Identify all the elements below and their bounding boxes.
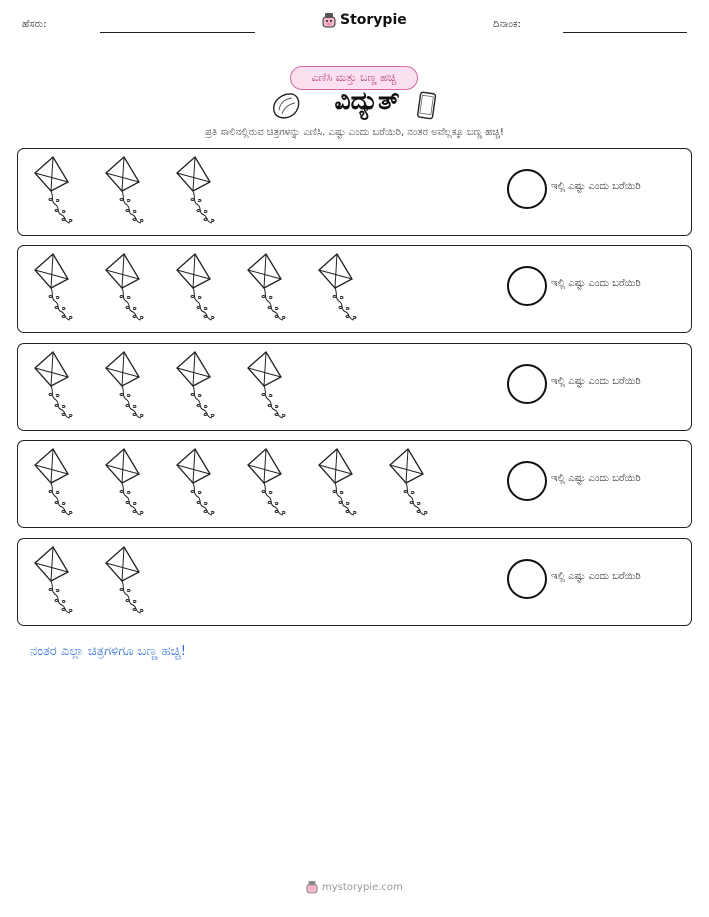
kite-icon[interactable] [172,350,224,422]
kite-icon[interactable] [101,447,153,519]
kite-icon[interactable] [101,252,153,324]
write-here-label: ಇಲ್ಲಿ ಎಷ್ಟು ಎಂದು ಬರೆಯಿರಿ [551,473,641,484]
kite-icon[interactable] [30,447,82,519]
date-label: ದಿನಾಂಕ: [493,19,521,30]
count-answer-circle[interactable] [507,559,547,599]
kite-icon[interactable] [172,155,224,227]
counting-row [17,245,692,333]
name-label: ಹೆಸರು: [22,19,47,30]
write-here-label: ಇಲ್ಲಿ ಎಷ್ಟು ಎಂದು ಬರೆಯಿರಿ [551,278,641,289]
pig-mascot-icon [322,12,336,28]
kite-icon[interactable] [243,447,295,519]
kite-icon[interactable] [30,350,82,422]
count-answer-circle[interactable] [507,461,547,501]
brand-logo [322,12,407,28]
kite-icon[interactable] [101,350,153,422]
kite-icon[interactable] [101,155,153,227]
activity-pill: ಎಣಿಸಿ ಮತ್ತು ಬಣ್ಣ ಹಚ್ಚಿ [290,66,418,90]
brand-name: Storypie [340,12,407,28]
coconut-icon [270,91,302,121]
counting-row [17,343,692,431]
counting-row [17,538,692,626]
kite-icon[interactable] [172,447,224,519]
counting-row [17,148,692,236]
kite-icon[interactable] [172,252,224,324]
date-line[interactable] [563,32,687,33]
tablet-icon [416,91,438,121]
kite-icon[interactable] [243,350,295,422]
count-answer-circle[interactable] [507,364,547,404]
write-here-label: ಇಲ್ಲಿ ಎಷ್ಟು ಎಂದು ಬರೆಯಿರಿ [551,571,641,582]
write-here-label: ಇಲ್ಲಿ ಎಷ್ಟು ಎಂದು ಬರೆಯಿರಿ [551,181,641,192]
site-url: mystorypie.com [322,881,403,893]
counting-row [17,440,692,528]
footer-note: ನಂತರ ಎಲ್ಲಾ ಚಿತ್ರಗಳಿಗೂ ಬಣ್ಣ ಹಚ್ಚಿ! [30,644,186,659]
site-footer [306,880,403,894]
kite-icon[interactable] [101,545,153,617]
kite-icon[interactable] [30,155,82,227]
instructions: ಪ್ರತಿ ಸಾಲಿನಲ್ಲಿರುವ ಚಿತ್ರಗಳನ್ನು ಎಣಿಸಿ. ಎಷ್ಟು ಎಂದು ಬರೆಯಿರಿ, ನಂತರ ಅವೆಲ್ಲಕ್ಕೂ ಬಣ್ಣ ಹಚ್ಚಿ! [205,127,504,138]
kite-icon[interactable] [243,252,295,324]
kite-icon[interactable] [314,252,366,324]
kite-icon[interactable] [385,447,437,519]
kite-icon[interactable] [30,545,82,617]
count-answer-circle[interactable] [507,169,547,209]
worksheet-title: ವಿದ್ಯುತ್ [334,86,400,115]
write-here-label: ಇಲ್ಲಿ ಎಷ್ಟು ಎಂದು ಬರೆಯಿರಿ [551,376,641,387]
kite-icon[interactable] [30,252,82,324]
kite-icon[interactable] [314,447,366,519]
count-answer-circle[interactable] [507,266,547,306]
name-line[interactable] [100,32,255,33]
pig-mascot-icon [306,880,318,894]
